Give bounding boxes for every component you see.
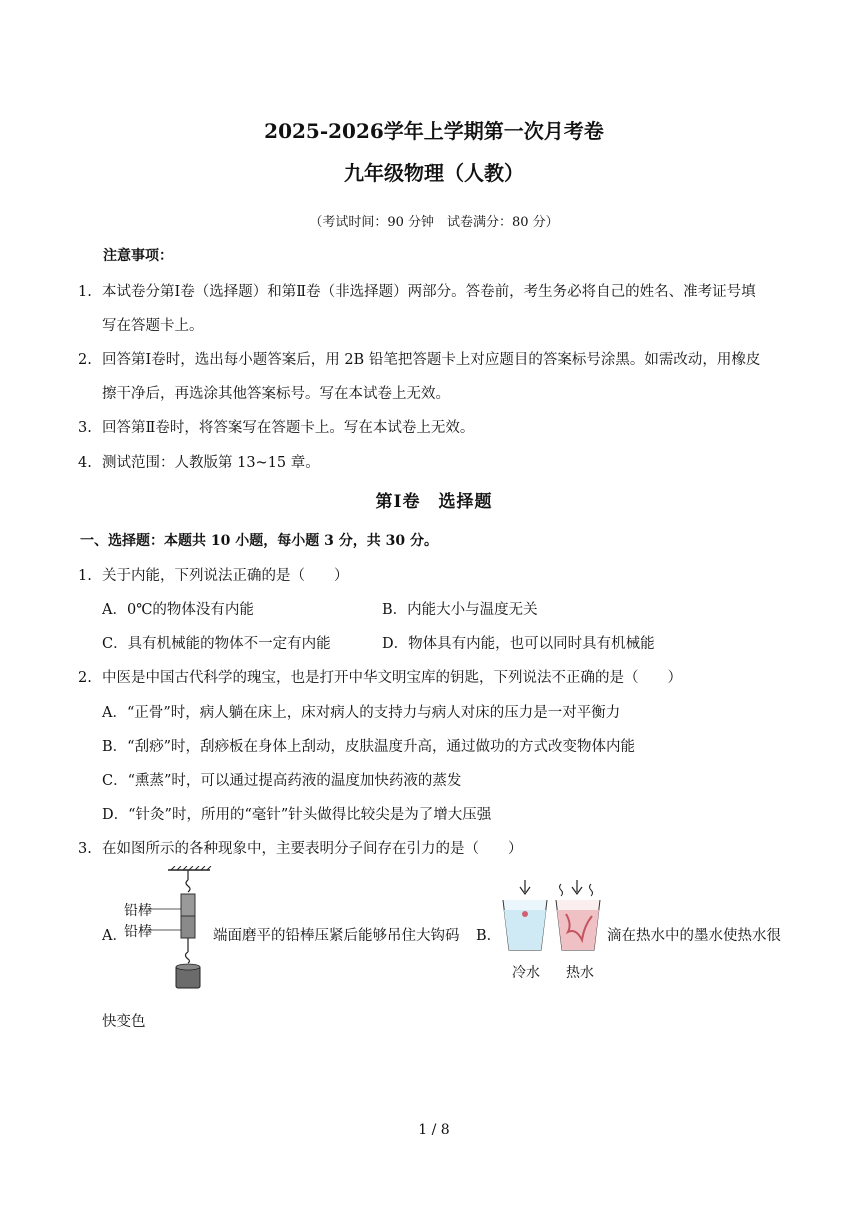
exam-info: （考试时间：90 分钟 试卷满分：80 分） bbox=[309, 215, 559, 230]
exam-title: 2025-2026学年上学期第一次月考卷 bbox=[264, 119, 604, 143]
question-2 bbox=[78, 666, 682, 687]
notice-num: 1. bbox=[78, 284, 92, 300]
question-3 bbox=[78, 837, 523, 858]
question-num: 1. bbox=[78, 568, 92, 584]
question-num: 2. bbox=[78, 670, 92, 686]
notice-item-1 bbox=[78, 280, 756, 301]
q3-option-a-text: 端面磨平的铅棒压紧后能够吊住大钩码 bbox=[213, 928, 460, 944]
q1-option-d: D．物体具有内能，也可以同时具有机械能 bbox=[382, 636, 655, 652]
notice-item-3 bbox=[78, 416, 474, 437]
hot-water-label: 热水 bbox=[566, 965, 594, 981]
q2-option-b: B．“刮痧”时，刮痧板在身体上刮动，皮肤温度升高，通过做功的方式改变物体内能 bbox=[102, 739, 635, 755]
lead-bar-label-top: 铅棒 bbox=[124, 903, 152, 919]
notice-item-4 bbox=[78, 451, 320, 472]
notice-num: 3. bbox=[78, 420, 92, 436]
ink-diffusion-figure bbox=[496, 878, 608, 986]
question-1 bbox=[78, 564, 349, 585]
notice-text: 回答第Ⅰ卷时，选出每小题答案后，用 2B 铅笔把答题卡上对应题目的答案标号涂黑。如需改动，用橡皮 bbox=[102, 352, 761, 368]
notice-num: 2. bbox=[78, 352, 92, 368]
notice-item-2-cont: 擦干净后，再选涂其他答案标号。写在本试卷上无效。 bbox=[102, 386, 450, 402]
q1-option-c: C．具有机械能的物体不一定有内能 bbox=[102, 636, 331, 652]
notice-text: 本试卷分第Ⅰ卷（选择题）和第Ⅱ卷（非选择题）两部分。答卷前，考生务必将自己的姓名、准考证号填 bbox=[102, 284, 756, 300]
section-title-b: 选择题 bbox=[438, 492, 493, 512]
q3-option-b-text: 滴在热水中的墨水使热水很 bbox=[607, 928, 781, 944]
section-title-a: 第Ⅰ卷 bbox=[375, 492, 421, 512]
cold-water-label: 冷水 bbox=[512, 965, 540, 981]
question-stem: 关于内能，下列说法正确的是（ ） bbox=[102, 568, 349, 584]
q2-option-d: D．“针灸”时，所用的“毫针”针头做得比较尖是为了增大压强 bbox=[102, 807, 492, 823]
notice-item-1-cont: 写在答题卡上。 bbox=[102, 318, 204, 334]
notice-num: 4. bbox=[78, 455, 92, 471]
q1-option-b: B．内能大小与温度无关 bbox=[382, 602, 538, 618]
notice-heading: 注意事项： bbox=[103, 248, 173, 264]
notice-text: 测试范围：人教版第 13~15 章。 bbox=[102, 455, 320, 471]
question-stem: 在如图所示的各种现象中，主要表明分子间存在引力的是（ ） bbox=[102, 841, 523, 857]
question-stem: 中医是中国古代科学的瑰宝，也是打开中华文明宝库的钥匙，下列说法不正确的是（ ） bbox=[102, 670, 682, 686]
q2-option-a: A．“正骨”时，病人躺在床上，床对病人的支持力与病人对床的压力是一对平衡力 bbox=[102, 705, 621, 721]
notice-item-2 bbox=[78, 348, 760, 369]
lead-bar-label-bottom: 铅棒 bbox=[124, 924, 152, 940]
page-number: 1 / 8 bbox=[418, 1122, 450, 1138]
q3-option-b-cont: 快变色 bbox=[102, 1014, 146, 1030]
notice-text: 回答第Ⅱ卷时，将答案写在答题卡上。写在本试卷上无效。 bbox=[102, 420, 475, 436]
part-heading: 一、选择题：本题共 10 小题，每小题 3 分，共 30 分。 bbox=[80, 533, 438, 549]
q3-option-b-label: B． bbox=[476, 928, 502, 944]
exam-subtitle: 九年级物理（人教） bbox=[344, 161, 524, 185]
lead-bars-figure bbox=[124, 866, 214, 992]
q3-option-a-label: A． bbox=[102, 928, 127, 944]
section-heading bbox=[0, 487, 868, 512]
question-num: 3. bbox=[78, 841, 92, 857]
q2-option-c: C．“熏蒸”时，可以通过提高药液的温度加快药液的蒸发 bbox=[102, 773, 462, 789]
q1-option-a: A．0℃的物体没有内能 bbox=[102, 602, 254, 618]
